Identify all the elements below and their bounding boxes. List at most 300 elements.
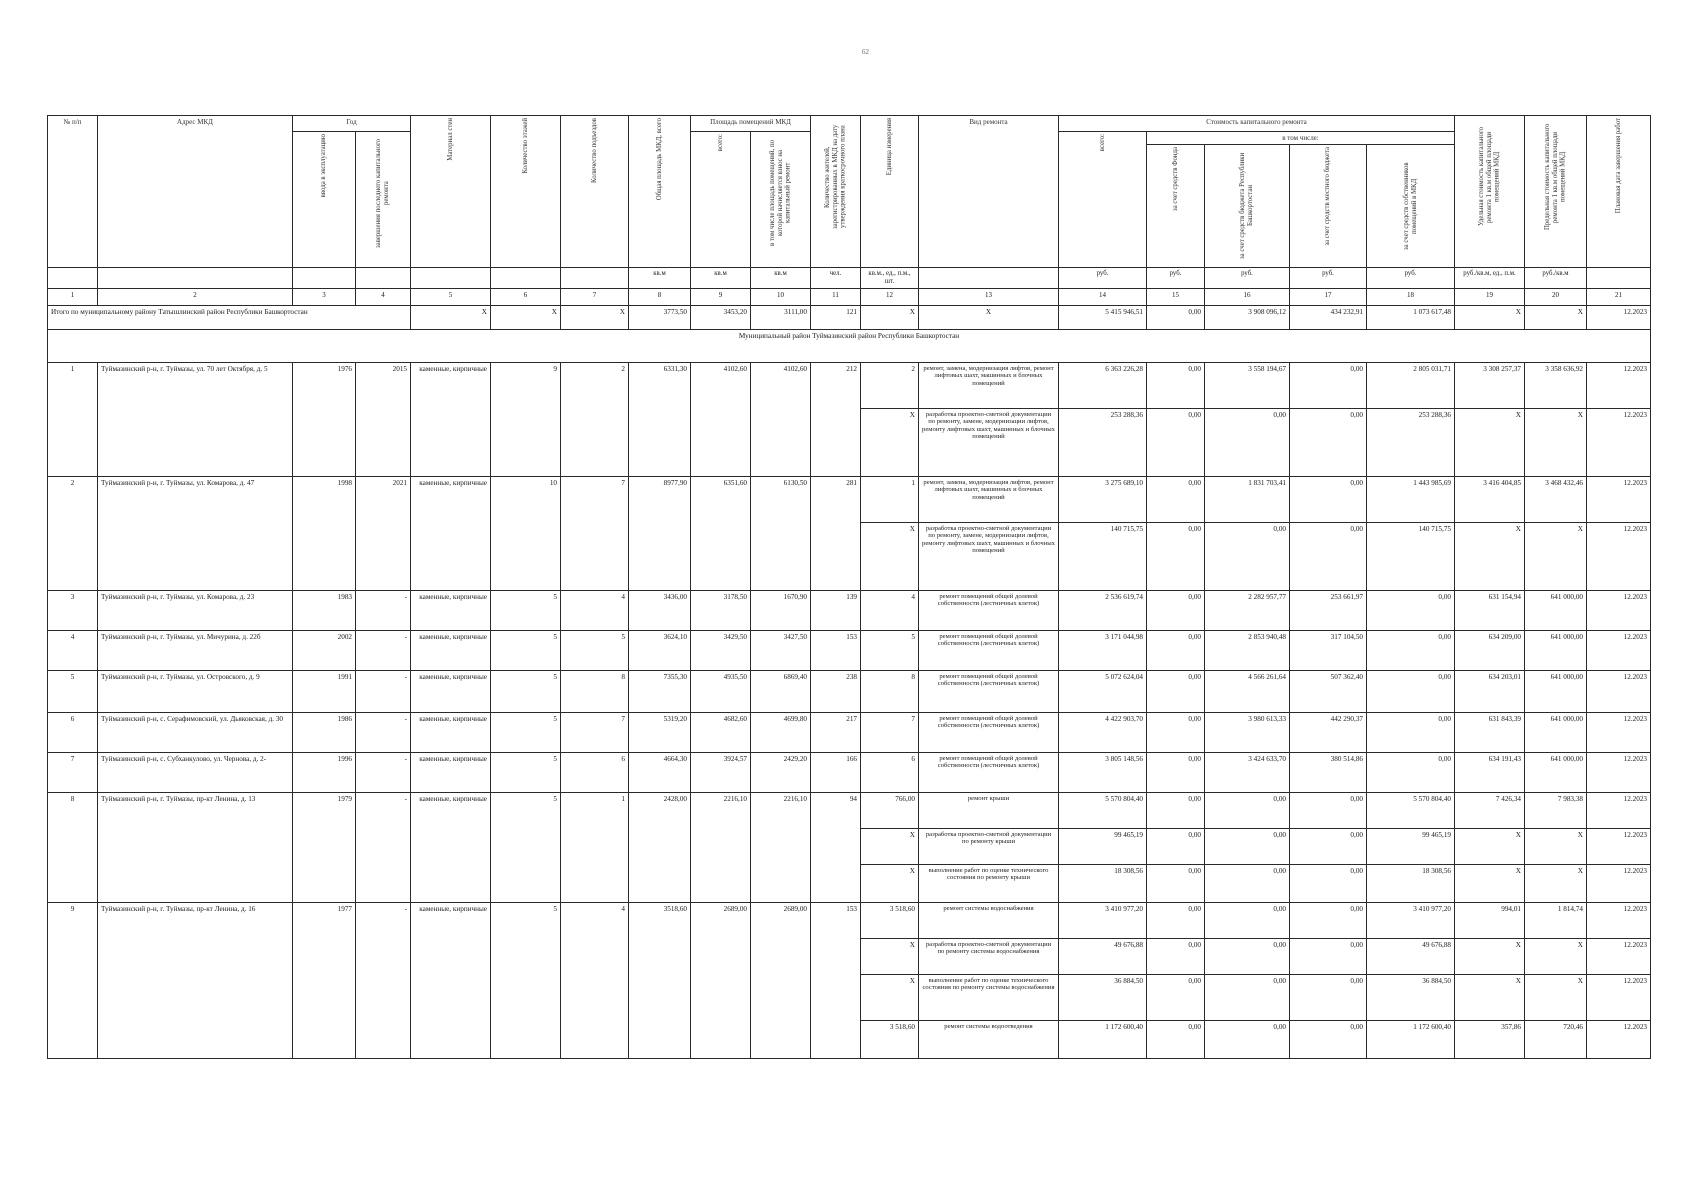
cost-republic: 0,00 (1205, 828, 1290, 864)
cost-fund: 0,00 (1147, 630, 1205, 670)
total-area: 3518,60 (629, 902, 691, 1058)
repair-type: ремонт помещений общей долевой собственности (лестничных клеток) (919, 670, 1059, 712)
repair-type: выполнение работ по оценке технического состояния по ремонту системы водоснабжения (919, 974, 1059, 1020)
table-row (48, 752, 1651, 792)
column-number-cell: 21 (1587, 288, 1651, 305)
premises-area: 4102,60 (691, 362, 751, 476)
column-number-cell: 18 (1367, 288, 1455, 305)
cost-owners: 0,00 (1367, 670, 1455, 712)
cost-owners: 18 308,56 (1367, 864, 1455, 902)
total-max-cost: X (1525, 305, 1587, 329)
col-floors-header: Количество этажей (521, 118, 529, 174)
measure-unit: 766,00 (861, 792, 919, 828)
cost-total: 5 570 804,40 (1059, 792, 1147, 828)
cost-republic: 0,00 (1205, 902, 1290, 938)
cost-republic: 4 566 261,64 (1205, 670, 1290, 712)
header-row-1 (48, 116, 1651, 132)
col-premises-total-header: всего: (716, 134, 724, 152)
entrances-count: 5 (561, 630, 629, 670)
capital-repair-table-sheet (47, 115, 1651, 1059)
total-area: 3624,10 (629, 630, 691, 670)
measure-unit: 7 (861, 712, 919, 752)
repair-type: выполнение работ по оценке технического состояния по ремонту крыши (919, 864, 1059, 902)
paying-area: 3427,50 (751, 630, 811, 670)
repair-type: ремонт системы водоотведения (919, 1020, 1059, 1058)
repair-type: разработка проектно-сметной документации по ремонту, замене, модернизации лифтов, ремонту лифтовых шахт, машинных и блочных помещений (919, 408, 1059, 476)
cost-fund: 0,00 (1147, 408, 1205, 476)
col-cost-total-header: всего: (1098, 134, 1106, 152)
house-address: Туймазинский р-н, с. Серафимовский, ул. Дьяковская, д. 30 (98, 712, 293, 752)
max-cost: X (1525, 974, 1587, 1020)
column-number-cell: 10 (751, 288, 811, 305)
house-address: Туймазинский р-н, г. Туймазы, ул. Мичурина, д. 22б (98, 630, 293, 670)
column-number-cell: 13 (919, 288, 1059, 305)
house-address: Туймазинский р-н, г. Туймазы, пр-кт Ленина, д. 13 (98, 792, 293, 902)
wall-material: каменные, кирпичные (411, 630, 491, 670)
floors-count: 5 (491, 792, 561, 902)
wall-material: каменные, кирпичные (411, 362, 491, 476)
total-local: 434 232,91 (1290, 305, 1367, 329)
year-last-repair: - (356, 712, 411, 752)
deadline: 12.2023 (1587, 522, 1651, 590)
total-area: 3773,50 (629, 305, 691, 329)
paying-area: 4102,60 (751, 362, 811, 476)
premises-area: 2216,10 (691, 792, 751, 902)
house-number: 8 (48, 792, 98, 902)
total-label: Итого по муниципальному району Татышлинский район Республики Башкортостан (48, 305, 411, 329)
cost-fund: 0,00 (1147, 902, 1205, 938)
total-fund: 0,00 (1147, 305, 1205, 329)
unit-cost: 3 308 257,37 (1455, 362, 1525, 408)
year-commission: 1991 (293, 670, 356, 712)
unit-cell: руб. (1147, 268, 1205, 289)
wall-material: каменные, кирпичные (411, 712, 491, 752)
cost-total: 49 676,88 (1059, 938, 1147, 974)
residents-count: 212 (811, 362, 861, 476)
entrances-count: 8 (561, 670, 629, 712)
units-row (48, 268, 1651, 289)
year-commission: 1986 (293, 712, 356, 752)
unit-cell: руб. (1367, 268, 1455, 289)
total-owners: 1 073 617,48 (1367, 305, 1455, 329)
cost-republic: 0,00 (1205, 1020, 1290, 1058)
cost-total: 3 171 044,98 (1059, 630, 1147, 670)
unit-cell: кв.м (629, 268, 691, 289)
wall-material: каменные, кирпичные (411, 476, 491, 590)
total-cost: 5 415 946,51 (1059, 305, 1147, 329)
cost-fund: 0,00 (1147, 590, 1205, 630)
year-commission: 1976 (293, 362, 356, 476)
cost-fund: 0,00 (1147, 670, 1205, 712)
col-total-area-header: Общая площадь МКД, всего (655, 118, 663, 201)
column-number-cell: 6 (491, 288, 561, 305)
total-wall: X (411, 305, 491, 329)
cost-owners: 5 570 804,40 (1367, 792, 1455, 828)
max-cost: 641 000,00 (1525, 712, 1587, 752)
unit-cost: 3 416 404,85 (1455, 476, 1525, 522)
cost-local: 0,00 (1290, 792, 1367, 828)
house-number: 1 (48, 362, 98, 476)
measure-unit: X (861, 864, 919, 902)
cost-total: 5 072 624,04 (1059, 670, 1147, 712)
entrances-count: 7 (561, 712, 629, 752)
premises-area: 4935,50 (691, 670, 751, 712)
total-area: 3436,00 (629, 590, 691, 630)
cost-owners: 99 465,19 (1367, 828, 1455, 864)
measure-unit: 4 (861, 590, 919, 630)
residents-count: 153 (811, 902, 861, 1058)
deadline: 12.2023 (1587, 362, 1651, 408)
house-number: 4 (48, 630, 98, 670)
deadline: 12.2023 (1587, 828, 1651, 864)
cost-republic: 0,00 (1205, 408, 1290, 476)
cost-total: 18 308,56 (1059, 864, 1147, 902)
cost-fund: 0,00 (1147, 712, 1205, 752)
cost-total: 253 288,36 (1059, 408, 1147, 476)
floors-count: 5 (491, 752, 561, 792)
cost-republic: 0,00 (1205, 974, 1290, 1020)
column-number-cell: 14 (1059, 288, 1147, 305)
cost-owners: 1 443 985,69 (1367, 476, 1455, 522)
repair-type: ремонт, замена, модернизация лифтов, ремонт лифтовых шахт, машинных и блочных помещений (919, 476, 1059, 522)
total-area: 8977,90 (629, 476, 691, 590)
column-number-cell: 2 (98, 288, 293, 305)
residents-count: 139 (811, 590, 861, 630)
measure-unit: 3 518,60 (861, 902, 919, 938)
column-number-cell: 1 (48, 288, 98, 305)
col-including-header: в том числе: (1147, 132, 1455, 145)
max-cost: X (1525, 522, 1587, 590)
repair-type: разработка проектно-сметной документации по ремонту крыши (919, 828, 1059, 864)
cost-fund: 0,00 (1147, 864, 1205, 902)
cost-fund: 0,00 (1147, 752, 1205, 792)
deadline: 12.2023 (1587, 864, 1651, 902)
unit-cell: кв.м (691, 268, 751, 289)
col-fund-header: за счет средств Фонда (1171, 147, 1179, 212)
column-number-cell: 16 (1205, 288, 1290, 305)
cost-local: 0,00 (1290, 408, 1367, 476)
total-premises: 3453,20 (691, 305, 751, 329)
deadline: 12.2023 (1587, 974, 1651, 1020)
cost-local: 0,00 (1290, 1020, 1367, 1058)
cost-local: 0,00 (1290, 902, 1367, 938)
col-premises-paying-header: в том числе площадь помещений, по которой начисляется взнос на капитальный ремонт (768, 140, 792, 246)
deadline: 12.2023 (1587, 752, 1651, 792)
total-floors: X (491, 305, 561, 329)
year-last-repair: - (356, 752, 411, 792)
year-last-repair: - (356, 670, 411, 712)
year-commission: 1979 (293, 792, 356, 902)
unit-cost: X (1455, 828, 1525, 864)
repair-type: ремонт помещений общей долевой собственности (лестничных клеток) (919, 630, 1059, 670)
column-numbers-row (48, 288, 1651, 305)
cost-total: 3 410 977,20 (1059, 902, 1147, 938)
col-cost-group-header: Стоимость капитального ремонта (1059, 116, 1455, 132)
entrances-count: 4 (561, 902, 629, 1058)
year-last-repair: - (356, 630, 411, 670)
year-commission: 1977 (293, 902, 356, 1058)
column-number-cell: 11 (811, 288, 861, 305)
table-row (48, 712, 1651, 752)
floors-count: 10 (491, 476, 561, 590)
cost-total: 99 465,19 (1059, 828, 1147, 864)
column-number-cell: 8 (629, 288, 691, 305)
column-number-cell: 19 (1455, 288, 1525, 305)
measure-unit: 2 (861, 362, 919, 408)
cost-local: 0,00 (1290, 938, 1367, 974)
max-cost: 3 358 636,92 (1525, 362, 1587, 408)
residents-count: 238 (811, 670, 861, 712)
cost-republic: 3 558 194,67 (1205, 362, 1290, 408)
cost-local: 442 290,37 (1290, 712, 1367, 752)
house-address: Туймазинский р-н, г. Туймазы, ул. 70 лет Октября, д. 5 (98, 362, 293, 476)
col-owners-header: за счет средств собственников помещений в МКД (1402, 162, 1418, 250)
max-cost: 641 000,00 (1525, 590, 1587, 630)
house-address: Туймазинский р-н, г. Туймазы, ул. Комарова, д. 47 (98, 476, 293, 590)
cost-republic: 0,00 (1205, 792, 1290, 828)
unit-cost: 631 154,94 (1455, 590, 1525, 630)
year-commission: 1998 (293, 476, 356, 590)
unit-cost: 631 843,39 (1455, 712, 1525, 752)
max-cost: 7 983,38 (1525, 792, 1587, 828)
repair-type: ремонт, замена, модернизация лифтов, ремонт лифтовых шахт, машинных и блочных помещений (919, 362, 1059, 408)
repair-type: ремонт системы водоснабжения (919, 902, 1059, 938)
house-address: Туймазинский р-н, г. Туймазы, ул. Островского, д. 9 (98, 670, 293, 712)
cost-owners: 0,00 (1367, 630, 1455, 670)
cost-local: 0,00 (1290, 522, 1367, 590)
table-row (48, 590, 1651, 630)
col-deadline-header: Плановая дата завершения работ (1614, 118, 1622, 214)
col-year-repair-header: завершения последнего капитального ремонта (375, 138, 390, 248)
unit-cell: чел. (811, 268, 861, 289)
house-number: 9 (48, 902, 98, 1058)
max-cost: X (1525, 408, 1587, 476)
column-number-cell: 15 (1147, 288, 1205, 305)
deadline: 12.2023 (1587, 476, 1651, 522)
unit-cell: руб. (1205, 268, 1290, 289)
cost-total: 36 884,50 (1059, 974, 1147, 1020)
wall-material: каменные, кирпичные (411, 902, 491, 1058)
floors-count: 5 (491, 902, 561, 1058)
max-cost: X (1525, 938, 1587, 974)
total-residents: 121 (811, 305, 861, 329)
house-number: 3 (48, 590, 98, 630)
table-body (48, 116, 1651, 1059)
deadline: 12.2023 (1587, 1020, 1651, 1058)
cost-local: 317 104,50 (1290, 630, 1367, 670)
total-unit: X (861, 305, 919, 329)
cost-fund: 0,00 (1147, 522, 1205, 590)
table-row (48, 362, 1651, 408)
cost-total: 140 715,75 (1059, 522, 1147, 590)
floors-count: 5 (491, 712, 561, 752)
repair-type: ремонт помещений общей долевой собственности (лестничных клеток) (919, 752, 1059, 792)
cost-total: 3 805 148,56 (1059, 752, 1147, 792)
cost-total: 6 363 226,28 (1059, 362, 1147, 408)
max-cost: 720,46 (1525, 1020, 1587, 1058)
cost-local: 0,00 (1290, 864, 1367, 902)
residents-count: 281 (811, 476, 861, 590)
cost-local: 253 661,97 (1290, 590, 1367, 630)
total-paying: 3111,00 (751, 305, 811, 329)
deadline: 12.2023 (1587, 712, 1651, 752)
column-number-cell: 17 (1290, 288, 1367, 305)
measure-unit: 3 518,60 (861, 1020, 919, 1058)
repair-type: ремонт крыши (919, 792, 1059, 828)
table-row (48, 670, 1651, 712)
cost-fund: 0,00 (1147, 974, 1205, 1020)
repair-type: ремонт помещений общей долевой собственности (лестничных клеток) (919, 712, 1059, 752)
cost-owners: 253 288,36 (1367, 408, 1455, 476)
repair-type: разработка проектно-сметной документации по ремонту, замене, модернизации лифтов, ремонту лифтовых шахт, машинных и блочных помещений (919, 522, 1059, 590)
max-cost: 1 814,74 (1525, 902, 1587, 938)
unit-cost: X (1455, 864, 1525, 902)
wall-material: каменные, кирпичные (411, 670, 491, 712)
residents-count: 217 (811, 712, 861, 752)
unit-cost: X (1455, 408, 1525, 476)
cost-republic: 0,00 (1205, 864, 1290, 902)
cost-republic: 2 853 940,48 (1205, 630, 1290, 670)
unit-cell: руб./кв.м (1525, 268, 1587, 289)
unit-cell: руб. (1290, 268, 1367, 289)
column-number-cell: 20 (1525, 288, 1587, 305)
total-republic: 3 908 096,12 (1205, 305, 1290, 329)
premises-area: 3429,50 (691, 630, 751, 670)
residents-count: 153 (811, 630, 861, 670)
cost-republic: 0,00 (1205, 938, 1290, 974)
unit-cost: 634 209,00 (1455, 630, 1525, 670)
year-last-repair: - (356, 792, 411, 902)
wall-material: каменные, кирпичные (411, 590, 491, 630)
total-deadline: 12.2023 (1587, 305, 1651, 329)
deadline: 12.2023 (1587, 630, 1651, 670)
total-unit-cost: X (1455, 305, 1525, 329)
cost-republic: 0,00 (1205, 522, 1290, 590)
paying-area: 6869,40 (751, 670, 811, 712)
deadline: 12.2023 (1587, 792, 1651, 828)
total-area: 7355,30 (629, 670, 691, 712)
cost-republic: 3 424 633,70 (1205, 752, 1290, 792)
measure-unit: 8 (861, 670, 919, 712)
cost-local: 0,00 (1290, 476, 1367, 522)
cost-owners: 0,00 (1367, 712, 1455, 752)
table-row (48, 902, 1651, 938)
column-number-cell: 9 (691, 288, 751, 305)
col-entrances-header: Количество подъездов (590, 118, 598, 183)
col-wall-header: Материал стен (446, 118, 454, 161)
measure-unit: X (861, 522, 919, 590)
measure-unit: 1 (861, 476, 919, 522)
cost-owners: 1 172 600,40 (1367, 1020, 1455, 1058)
col-premises-group-header: Площадь помещений МКД (691, 116, 811, 132)
column-number-cell: 12 (861, 288, 919, 305)
paying-area: 2429,20 (751, 752, 811, 792)
col-num-header: № п/п (48, 116, 98, 268)
entrances-count: 7 (561, 476, 629, 590)
total-area: 2428,00 (629, 792, 691, 902)
year-last-repair: - (356, 590, 411, 630)
unit-cell: кв.м (751, 268, 811, 289)
house-number: 2 (48, 476, 98, 590)
capital-repair-table (47, 115, 1651, 1059)
unit-cell: руб. (1059, 268, 1147, 289)
year-commission: 1983 (293, 590, 356, 630)
cost-local: 0,00 (1290, 828, 1367, 864)
repair-type: ремонт помещений общей долевой собственности (лестничных клеток) (919, 590, 1059, 630)
year-last-repair: - (356, 902, 411, 1058)
floors-count: 5 (491, 670, 561, 712)
residents-count: 94 (811, 792, 861, 902)
unit-cost: X (1455, 938, 1525, 974)
cost-owners: 49 676,88 (1367, 938, 1455, 974)
max-cost: X (1525, 828, 1587, 864)
measure-unit: 5 (861, 630, 919, 670)
unit-cost: 357,86 (1455, 1020, 1525, 1058)
year-commission: 2002 (293, 630, 356, 670)
house-address: Туймазинский р-н, с. Субханкулово, ул. Чернова, д. 2- (98, 752, 293, 792)
table-row (48, 476, 1651, 522)
cost-fund: 0,00 (1147, 476, 1205, 522)
col-year-group-header: Год (293, 116, 411, 132)
col-measure-unit-header: Единица измерения (885, 118, 893, 176)
unit-cost: 634 191,43 (1455, 752, 1525, 792)
measure-unit: X (861, 828, 919, 864)
column-number-cell: 7 (561, 288, 629, 305)
cost-republic: 3 980 613,33 (1205, 712, 1290, 752)
floors-count: 5 (491, 590, 561, 630)
cost-fund: 0,00 (1147, 1020, 1205, 1058)
wall-material: каменные, кирпичные (411, 792, 491, 902)
year-last-repair: 2015 (356, 362, 411, 476)
total-row (48, 305, 1651, 329)
unit-cost: 634 203,01 (1455, 670, 1525, 712)
paying-area: 2216,10 (751, 792, 811, 902)
deadline: 12.2023 (1587, 670, 1651, 712)
col-max-cost-header: Предельная стоимость капитального ремонта 1 кв.м общей площади помещений МКД (1543, 123, 1567, 231)
cost-owners: 140 715,75 (1367, 522, 1455, 590)
premises-area: 3924,57 (691, 752, 751, 792)
measure-unit: X (861, 938, 919, 974)
measure-unit: X (861, 408, 919, 476)
table-row (48, 792, 1651, 828)
cost-local: 0,00 (1290, 362, 1367, 408)
cost-fund: 0,00 (1147, 938, 1205, 974)
section-row (48, 329, 1651, 362)
col-repair-type-header: Вид ремонта (919, 116, 1059, 268)
measure-unit: 6 (861, 752, 919, 792)
cost-local: 0,00 (1290, 974, 1367, 1020)
premises-area: 6351,60 (691, 476, 751, 590)
year-commission: 1996 (293, 752, 356, 792)
cost-total: 2 536 619,74 (1059, 590, 1147, 630)
paying-area: 1670,90 (751, 590, 811, 630)
floors-count: 9 (491, 362, 561, 476)
house-number: 5 (48, 670, 98, 712)
unit-cost: 994,01 (1455, 902, 1525, 938)
max-cost: 641 000,00 (1525, 630, 1587, 670)
house-address: Туймазинский р-н, г. Туймазы, ул. Комарова, д. 23 (98, 590, 293, 630)
floors-count: 5 (491, 630, 561, 670)
house-number: 7 (48, 752, 98, 792)
paying-area: 6130,50 (751, 476, 811, 590)
entrances-count: 1 (561, 792, 629, 902)
cost-republic: 2 282 957,77 (1205, 590, 1290, 630)
premises-area: 4682,60 (691, 712, 751, 752)
premises-area: 2689,00 (691, 902, 751, 1058)
col-year-commission-header: ввода в эксплуатацию (320, 134, 328, 198)
table-row (48, 630, 1651, 670)
column-number-cell: 4 (356, 288, 411, 305)
